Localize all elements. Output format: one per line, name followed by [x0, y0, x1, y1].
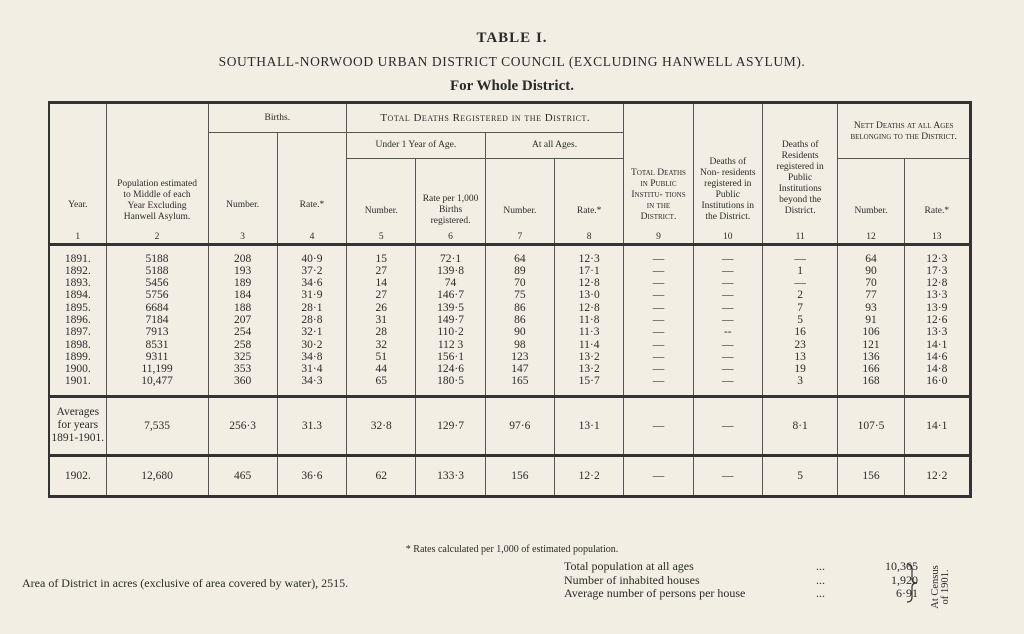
table-cell: —	[624, 375, 693, 396]
table-cell: 51	[347, 351, 416, 363]
header-nett-number: Number.	[838, 159, 904, 229]
table-cell: 188	[208, 302, 277, 314]
averages-label: Averages for years 1891-1901.	[49, 396, 106, 455]
table-row	[49, 302, 971, 314]
census-side-text: At Census of 1901.	[930, 565, 951, 609]
table-cell: 12·8	[555, 302, 624, 314]
table-cell: 7184	[106, 314, 208, 326]
table-cell: 133·3	[416, 455, 485, 496]
table-cell: —	[624, 396, 693, 455]
table-cell: —	[624, 339, 693, 351]
table-cell: 62	[347, 455, 416, 496]
column-number: 13	[904, 229, 970, 245]
table-cell: 11·4	[555, 339, 624, 351]
table-cell: —	[693, 244, 762, 265]
averages-row	[49, 396, 971, 455]
table-cell: 13·1	[555, 396, 624, 455]
header-public-institutions: Total Deaths in Public Institu- tions in the District.	[624, 103, 693, 229]
table-cell: 34·8	[277, 351, 346, 363]
year-cell: 1894.	[49, 289, 106, 301]
table-cell: 5188	[106, 265, 208, 277]
table-cell: 14·1	[904, 396, 970, 455]
table-cell: 254	[208, 326, 277, 338]
header-nett-rate: Rate.*	[904, 159, 970, 229]
census-value: 1,920	[891, 572, 918, 587]
table-row	[49, 339, 971, 351]
table-cell: 7	[762, 302, 837, 314]
table-cell: 8531	[106, 339, 208, 351]
table-cell: 106	[838, 326, 904, 338]
table-cell: 12·2	[555, 455, 624, 496]
table-cell: 36·6	[277, 455, 346, 496]
table-cell: —	[693, 363, 762, 375]
table-cell: 156·1	[416, 351, 485, 363]
table-cell: 6684	[106, 302, 208, 314]
table-cell: 75	[485, 289, 554, 301]
table-cell: 16·0	[904, 375, 970, 396]
table-cell: —	[693, 265, 762, 277]
table-cell: 64	[838, 244, 904, 265]
column-number: 4	[277, 229, 346, 245]
table-cell: 13·3	[904, 289, 970, 301]
column-number: 8	[555, 229, 624, 245]
table-cell: 27	[347, 289, 416, 301]
table-cell: 110·2	[416, 326, 485, 338]
census-row	[564, 587, 918, 601]
table-cell: 5188	[106, 244, 208, 265]
table-cell: 31·4	[277, 363, 346, 375]
table-cell: 129·7	[416, 396, 485, 455]
table-cell: 12·6	[904, 314, 970, 326]
table-cell: 139·5	[416, 302, 485, 314]
table-cell: 31	[347, 314, 416, 326]
council-title: SOUTHALL-NORWOOD URBAN DISTRICT COUNCIL (EXCLUDING HANWELL ASYLUM).	[218, 54, 806, 69]
year-cell: 1901.	[49, 375, 106, 396]
table-cell: —	[693, 375, 762, 396]
table-cell: --	[693, 326, 762, 338]
header-non-residents: Deaths of Non- residents registered in Public Institutions in the District.	[693, 103, 762, 229]
averages-section	[49, 396, 971, 455]
table-cell: 166	[838, 363, 904, 375]
table-cell: 14	[347, 277, 416, 289]
table-cell: —	[624, 302, 693, 314]
table-row	[49, 314, 971, 326]
column-number: 11	[762, 229, 837, 245]
table-cell: 5	[762, 455, 837, 496]
table-cell: 72·1	[416, 244, 485, 265]
table-cell: 11·3	[555, 326, 624, 338]
table-cell: 17·3	[904, 265, 970, 277]
year-cell: 1891.	[49, 244, 106, 265]
year-cell: 1897.	[49, 326, 106, 338]
table-cell: 165	[485, 375, 554, 396]
table-cell: 74	[416, 277, 485, 289]
column-number: 7	[485, 229, 554, 245]
table-cell: 465	[208, 455, 277, 496]
year-1902-row	[49, 455, 971, 496]
table-cell: 32·1	[277, 326, 346, 338]
table-cell: 31·9	[277, 289, 346, 301]
year-cell: 1893.	[49, 277, 106, 289]
table-cell: 34·3	[277, 375, 346, 396]
table-cell: 13	[762, 351, 837, 363]
header-under-1: Under 1 Year of Age.	[347, 133, 486, 159]
table-cell: 93	[838, 302, 904, 314]
column-number: 12	[838, 229, 904, 245]
table-cell: 10,477	[106, 375, 208, 396]
table-cell: 12·3	[555, 244, 624, 265]
table-cell: 12·8	[555, 277, 624, 289]
table-cell: 353	[208, 363, 277, 375]
table-row	[49, 265, 971, 277]
table-cell: 19	[762, 363, 837, 375]
table-cell: —	[693, 351, 762, 363]
table-cell: 7913	[106, 326, 208, 338]
header-all-ages: At all Ages.	[485, 133, 624, 159]
census-dots: ...	[816, 586, 825, 600]
table-cell: 12·2	[904, 455, 970, 496]
table-cell: —	[762, 244, 837, 265]
table-cell: 13·9	[904, 302, 970, 314]
column-number: 6	[416, 229, 485, 245]
table-cell: 13·2	[555, 351, 624, 363]
header-under1-rate: Rate per 1,000 Births registered.	[416, 159, 485, 229]
table-cell: 86	[485, 302, 554, 314]
table-cell: 12·8	[904, 277, 970, 289]
footnote: * Rates calculated per 1,000 of estimated population.	[405, 544, 619, 555]
table-cell: 14·1	[904, 339, 970, 351]
census-block	[564, 560, 918, 601]
table-cell: 14·6	[904, 351, 970, 363]
table-cell: 208	[208, 244, 277, 265]
table-cell: 124·6	[416, 363, 485, 375]
table-row	[49, 244, 971, 265]
table-cell: 180·5	[416, 375, 485, 396]
table-cell: 123	[485, 351, 554, 363]
header-year: Year.	[49, 103, 106, 229]
table-cell: 147	[485, 363, 554, 375]
table-cell: —	[762, 277, 837, 289]
table-cell: 70	[485, 277, 554, 289]
table-cell: 8·1	[762, 396, 837, 455]
year-1902-section	[49, 455, 971, 496]
table-cell: 44	[347, 363, 416, 375]
table-cell: 12,680	[106, 455, 208, 496]
table-cell: —	[624, 314, 693, 326]
table-cell: —	[693, 302, 762, 314]
table-cell: 26	[347, 302, 416, 314]
table-cell: —	[693, 277, 762, 289]
table-cell: —	[624, 363, 693, 375]
table-cell: 2	[762, 289, 837, 301]
census-dots: ...	[816, 559, 825, 573]
table-cell: —	[693, 289, 762, 301]
yearly-rows	[49, 244, 971, 396]
census-label: Total population at all ages	[564, 559, 694, 573]
table-cell: 107·5	[838, 396, 904, 455]
table-cell: 7,535	[106, 396, 208, 455]
table-cell: 15	[347, 244, 416, 265]
table-title: TABLE I.	[476, 30, 548, 46]
table-cell: 64	[485, 244, 554, 265]
table-cell: 13·2	[555, 363, 624, 375]
table-cell: —	[624, 265, 693, 277]
table-cell: —	[624, 289, 693, 301]
table-row	[49, 277, 971, 289]
brace-icon	[905, 563, 919, 603]
district-title: For Whole District.	[449, 78, 574, 94]
table-row	[49, 363, 971, 375]
table-cell: 13·0	[555, 289, 624, 301]
column-number: 3	[208, 229, 277, 245]
table-cell: 149·7	[416, 314, 485, 326]
table-cell: 31.3	[277, 396, 346, 455]
table-cell: 77	[838, 289, 904, 301]
table-cell: —	[624, 351, 693, 363]
table-cell: —	[693, 339, 762, 351]
table-cell: 156	[485, 455, 554, 496]
census-row	[564, 574, 918, 588]
census-value: 10,365	[885, 559, 918, 573]
table-cell: 90	[838, 265, 904, 277]
table-row	[49, 289, 971, 301]
column-number: 2	[106, 229, 208, 245]
table-cell: 14·8	[904, 363, 970, 375]
table-cell: —	[693, 455, 762, 496]
table-cell: 5	[762, 314, 837, 326]
table-cell: 5456	[106, 277, 208, 289]
column-number: 1	[49, 229, 106, 245]
header-allages-number: Number.	[485, 159, 554, 229]
table-cell: 89	[485, 265, 554, 277]
table-cell: 13·3	[904, 326, 970, 338]
table-cell: —	[624, 326, 693, 338]
table-cell: 121	[838, 339, 904, 351]
statistics-table	[48, 101, 972, 498]
table-cell: —	[693, 396, 762, 455]
header-under1-number: Number.	[347, 159, 416, 229]
table-cell: —	[624, 455, 693, 496]
column-number: 9	[624, 229, 693, 245]
table-cell: 1902.	[49, 455, 106, 496]
table-cell: 207	[208, 314, 277, 326]
header-total-deaths: Total Deaths Registered in the District.	[347, 103, 624, 133]
header-nett-deaths: Nett Deaths at all Ages belonging to the District.	[838, 103, 971, 159]
year-cell: 1898.	[49, 339, 106, 351]
table-cell: 360	[208, 375, 277, 396]
census-label: Number of inhabited houses	[564, 572, 700, 587]
table-cell: 11,199	[106, 363, 208, 375]
header-births: Births.	[208, 103, 347, 133]
table-cell: 184	[208, 289, 277, 301]
table-cell: —	[693, 314, 762, 326]
header-population: Population estimated to Middle of each Year Excluding Hanwell Asylum.	[106, 103, 208, 229]
column-number: 10	[693, 229, 762, 245]
year-cell: 1900.	[49, 363, 106, 375]
table-cell: 86	[485, 314, 554, 326]
table-cell: 9311	[106, 351, 208, 363]
table-cell: 37·2	[277, 265, 346, 277]
census-dots: ...	[816, 572, 825, 587]
table-cell: 193	[208, 265, 277, 277]
table-cell: 189	[208, 277, 277, 289]
table-cell: 97·6	[485, 396, 554, 455]
table-cell: 136	[838, 351, 904, 363]
table-cell: 258	[208, 339, 277, 351]
table-cell: 16	[762, 326, 837, 338]
census-row	[564, 560, 918, 574]
header-allages-rate: Rate.*	[555, 159, 624, 229]
header-births-rate: Rate.*	[277, 133, 346, 229]
year-cell: 1892.	[49, 265, 106, 277]
table-cell: 139·8	[416, 265, 485, 277]
statistics-table-container	[48, 101, 972, 542]
header-births-number: Number.	[208, 133, 277, 229]
table-cell: 15·7	[555, 375, 624, 396]
table-cell: 325	[208, 351, 277, 363]
column-number: 5	[347, 229, 416, 245]
table-cell: 30·2	[277, 339, 346, 351]
table-row	[49, 375, 971, 396]
year-cell: 1899.	[49, 351, 106, 363]
table-cell: 12·3	[904, 244, 970, 265]
table-cell: 256·3	[208, 396, 277, 455]
census-side-label	[925, 557, 951, 609]
table-cell: 17·1	[555, 265, 624, 277]
table-cell: 3	[762, 375, 837, 396]
table-cell: 146·7	[416, 289, 485, 301]
table-cell: 112 3	[416, 339, 485, 351]
table-cell: 34·6	[277, 277, 346, 289]
census-label: Average number of persons per house	[564, 586, 746, 600]
table-cell: 70	[838, 277, 904, 289]
table-cell: 28·8	[277, 314, 346, 326]
column-number-row	[49, 229, 971, 245]
table-row	[49, 326, 971, 338]
table-cell: 1	[762, 265, 837, 277]
table-cell: 32	[347, 339, 416, 351]
table-cell: 40·9	[277, 244, 346, 265]
table-cell: 65	[347, 375, 416, 396]
area-text: Area of District in acres (exclusive of area covered by water), 2515.	[22, 576, 349, 590]
table-row	[49, 351, 971, 363]
table-cell: 11·8	[555, 314, 624, 326]
table-cell: 23	[762, 339, 837, 351]
table-cell: 32·8	[347, 396, 416, 455]
table-cell: 98	[485, 339, 554, 351]
table-cell: 28	[347, 326, 416, 338]
year-cell: 1896.	[49, 314, 106, 326]
table-cell: 28·1	[277, 302, 346, 314]
census-value: 6·91	[896, 586, 918, 600]
table-cell: 91	[838, 314, 904, 326]
table-cell: 27	[347, 265, 416, 277]
table-cell: 5756	[106, 289, 208, 301]
table-cell: 156	[838, 455, 904, 496]
header-residents: Deaths of Residents registered in Public Institutions beyond the District.	[762, 103, 837, 229]
year-cell: 1895.	[49, 302, 106, 314]
table-cell: —	[624, 277, 693, 289]
table-cell: 168	[838, 375, 904, 396]
table-cell: —	[624, 244, 693, 265]
table-cell: 90	[485, 326, 554, 338]
